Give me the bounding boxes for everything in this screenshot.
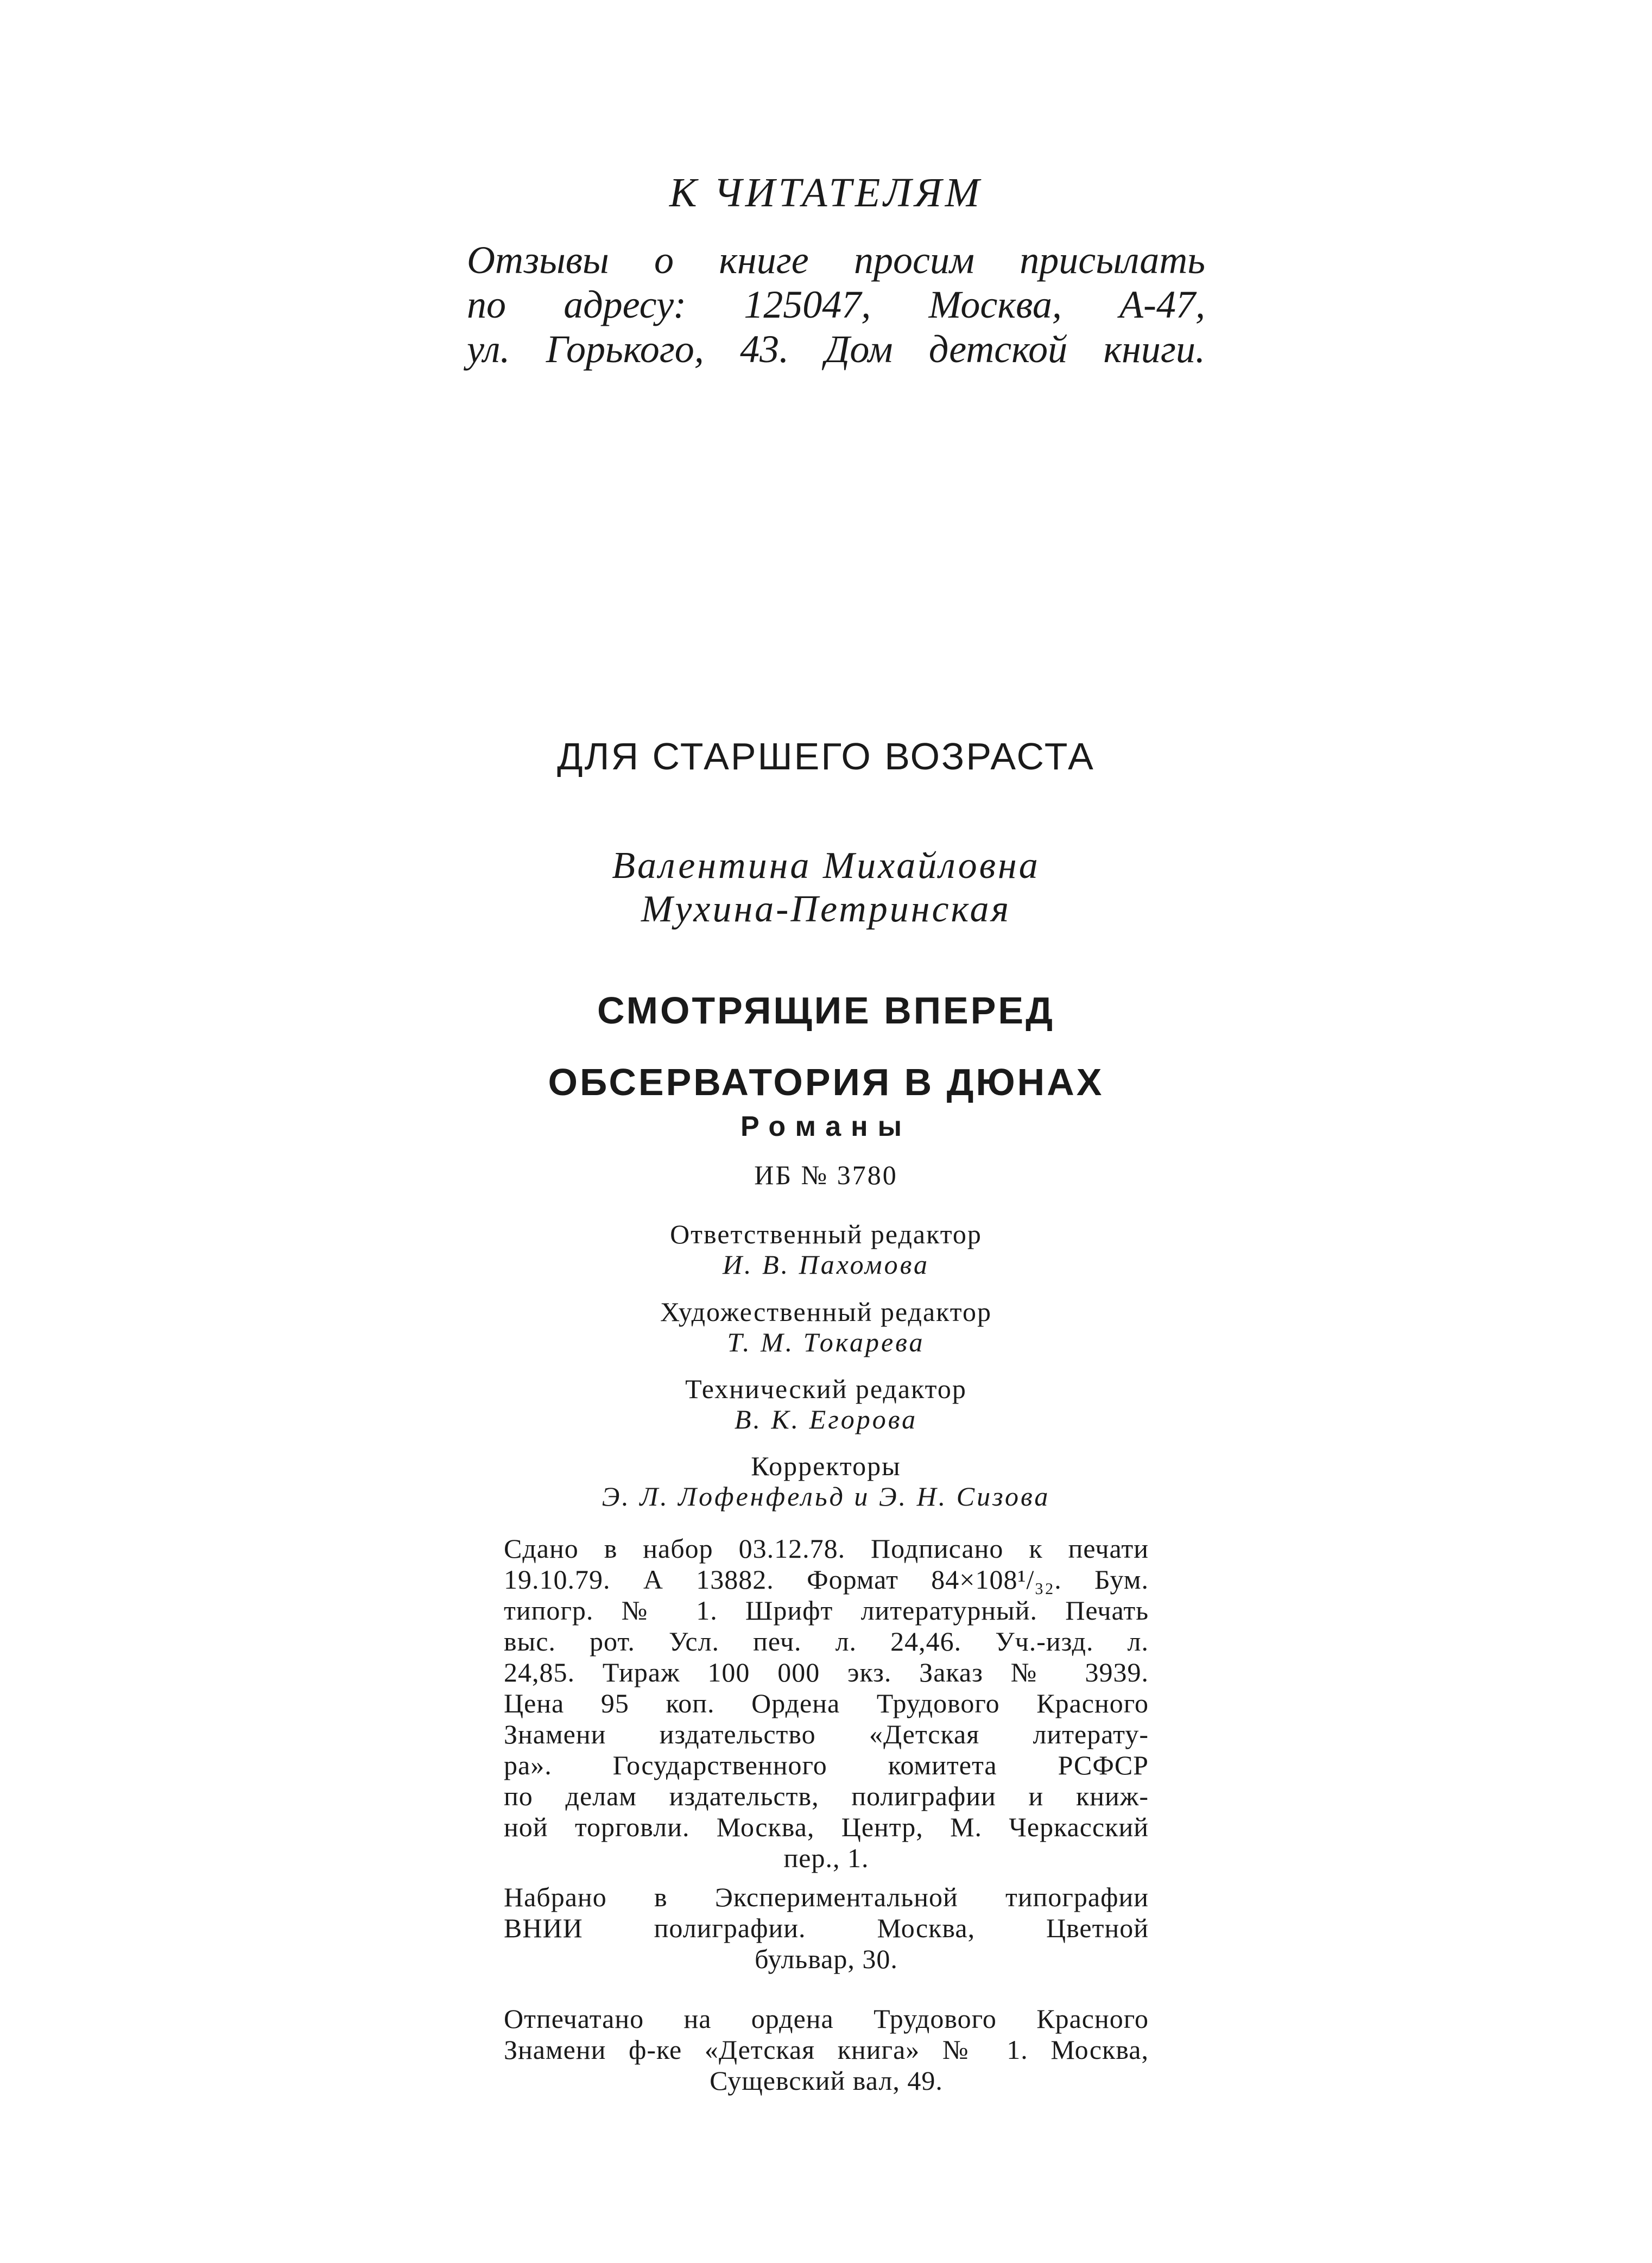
- imprint-line: Отпечатано на ордена Трудового Красного: [504, 2003, 1149, 2034]
- imprint-line: ра». Государственного комитета РСФСР: [504, 1750, 1149, 1780]
- notice-line: Отзывы о книге просим присылать: [467, 238, 1205, 282]
- credit-role: Художественный редактор: [660, 1297, 992, 1327]
- credit-person: В. К. Егорова: [734, 1404, 918, 1434]
- book-title: СМОТРЯЩИЕ ВПЕРЕД: [597, 989, 1055, 1032]
- genre-label: Романы: [740, 1111, 912, 1142]
- credit-role: Корректоры: [751, 1451, 901, 1481]
- credit-person: Т. М. Токарева: [727, 1327, 925, 1357]
- credit-managing-editor: [0, 1219, 1652, 1280]
- imprint-line: ной торговли. Москва, Центр, М. Черкасский: [504, 1812, 1149, 1842]
- credit-proofreaders: [0, 1451, 1652, 1512]
- credit-person: Э. Л. Лофенфельд и Э. Н. Сизова: [602, 1481, 1050, 1512]
- credit-role: Ответственный редактор: [670, 1219, 982, 1249]
- notice-line: ул. Горького, 43. Дом детской книги.: [467, 327, 1205, 371]
- imprint-line: 19.10.79. А 13882. Формат 84×108¹/₃₂. Бум.: [504, 1564, 1149, 1595]
- imprint-line: Сущевский вал, 49.: [710, 2065, 943, 2096]
- imprint-line: выс. рот. Усл. печ. л. 24,46. Уч.-изд. л.: [504, 1626, 1149, 1657]
- imprint-printing-details: [504, 1533, 1149, 1874]
- notice-heading: К ЧИТАТЕЛЯМ: [669, 170, 983, 216]
- imprint-line: Знамени издательство «Детская литерату-: [504, 1719, 1149, 1749]
- book-title: ОБСЕРВАТОРИЯ В ДЮНАХ: [548, 1061, 1104, 1103]
- imprint-line: Сдано в набор 03.12.78. Подписано к печати: [504, 1533, 1149, 1564]
- audience-label: ДЛЯ СТАРШЕГО ВОЗРАСТА: [557, 735, 1095, 777]
- imprint-line: 24,85. Тираж 100 000 экз. Заказ № 3939.: [504, 1657, 1149, 1687]
- notice-text: [467, 238, 1205, 371]
- book-titles: [0, 975, 1652, 1118]
- author-surname: Мухина-Петринская: [641, 888, 1011, 930]
- credit-technical-editor: [0, 1374, 1652, 1434]
- imprint-line: Знамени ф-ке «Детская книга» № 1. Москва,: [504, 2034, 1149, 2065]
- imprint-line: ВНИИ полиграфии. Москва, Цветной: [504, 1913, 1149, 1943]
- ib-number: ИБ № 3780: [754, 1160, 898, 1190]
- imprint-line: пер., 1.: [783, 1843, 869, 1873]
- credit-person: И. В. Пахомова: [722, 1249, 930, 1280]
- imprint-line: типогр. № 1. Шрифт литературный. Печать: [504, 1595, 1149, 1626]
- author: [0, 844, 1652, 931]
- imprint-line: бульвар, 30.: [755, 1944, 898, 1974]
- imprint-line: Цена 95 коп. Ордена Трудового Красного: [504, 1688, 1149, 1718]
- notice-line: по адресу: 125047, Москва, А-47,: [467, 283, 1205, 326]
- imprint-printed-by: [504, 2003, 1149, 2096]
- imprint-line: Набрано в Экспериментальной типографии: [504, 1882, 1149, 1912]
- author-name: Валентина Михайловна: [612, 845, 1040, 887]
- imprint-line: по делам издательств, полиграфии и книж-: [504, 1781, 1149, 1811]
- credit-art-editor: [0, 1297, 1652, 1357]
- imprint-typesetting: [504, 1882, 1149, 1975]
- credit-role: Технический редактор: [685, 1374, 967, 1404]
